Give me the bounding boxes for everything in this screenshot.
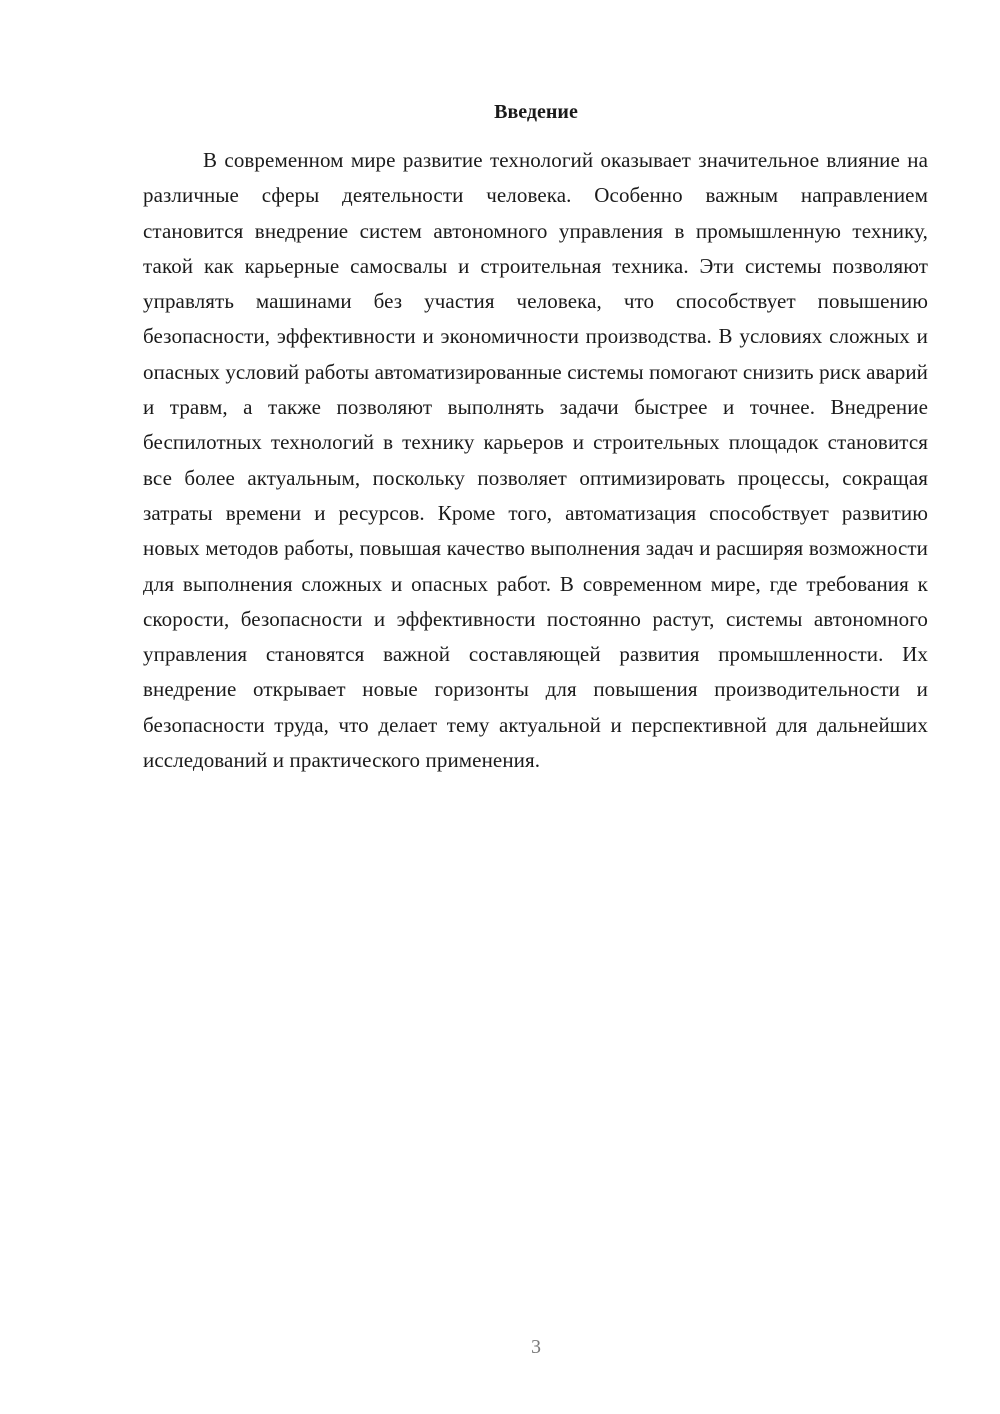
body-paragraph: В современном мире развитие технологий оказывает значительное влияние на различные сферы деятельности человека. Особенно важным направлением становится внедрение систем автономного управления в промышленную технику, такой как карьерные самосвалы и строительная техника. Эти системы позволяют управлять машинами без участия человека, что способствует повышению безопасности, эффективности и экономичности производства. В условиях сложных и опасных условий работы автоматизированные системы помогают снизить риск аварий и травм, а также позволяют выполнять задачи быстрее и точнее. Внедрение беспилотных технологий в технику карьеров и строительных площадок становится все более актуальным, поскольку позволяет оптимизировать процессы, сокращая затраты времени и ресурсов. Кроме того, автоматизация способствует развитию новых методов работы, повышая качество выполнения задач и расширяя возможности для выполнения сложных и опасных работ. В современном мире, где требования к скорости, безопасности и эффективности постоянно растут, системы автономного управления становятся важной составляющей развития промышленности. Их внедрение открывает новые горизонты для повышения производительности и безопасности труда, что делает тему актуальной и перспективной для дальнейших исследований и практического применения.: [143, 148, 928, 773]
page-number: 3: [531, 1336, 541, 1358]
section-heading: Введение: [494, 101, 578, 123]
